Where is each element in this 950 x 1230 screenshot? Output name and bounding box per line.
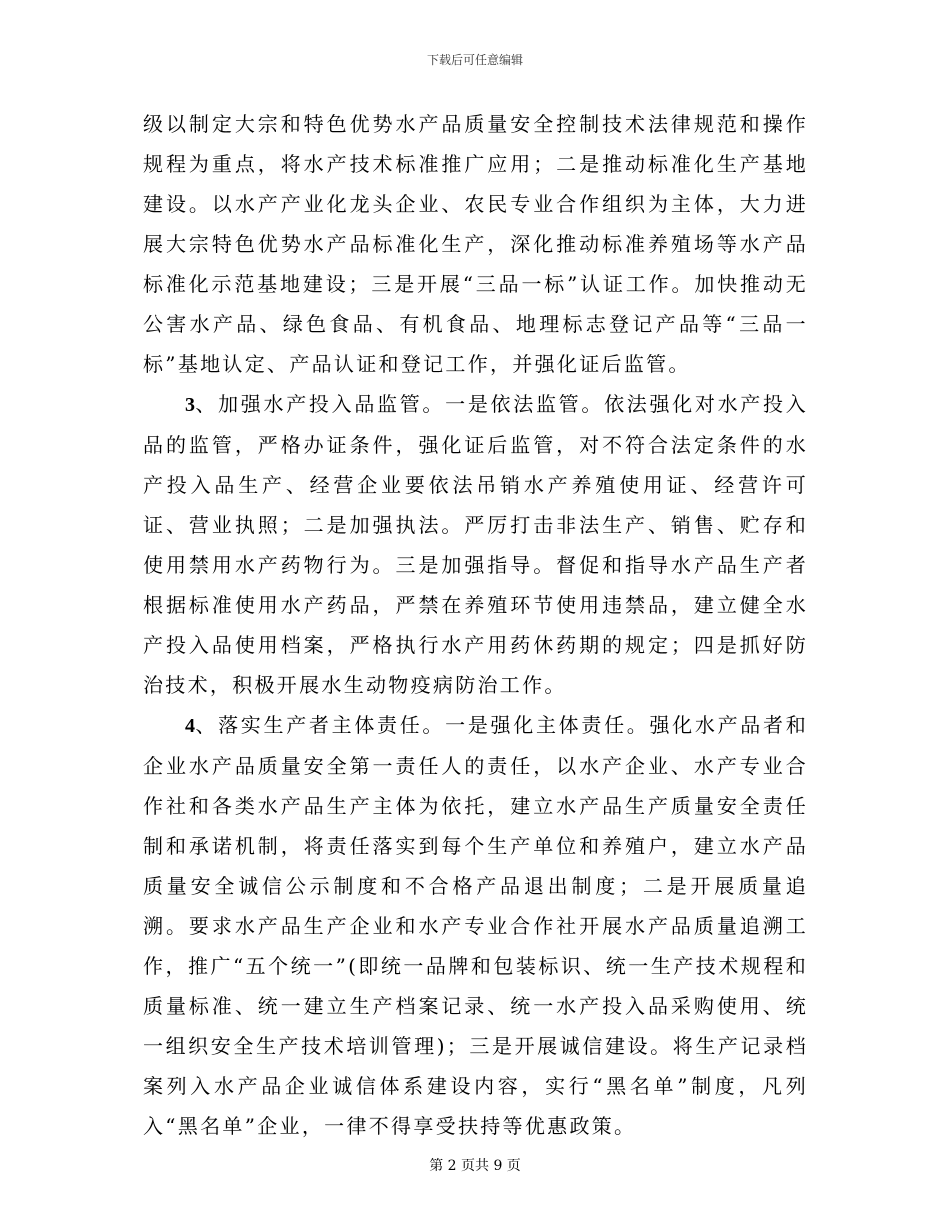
paragraph-section-4 bbox=[143, 705, 808, 1146]
page-header: 下载后可任意编辑 bbox=[426, 53, 523, 67]
paragraph-text: 、加强水产投入品监管。一是依法监管。依法强化对水产投入品的监管，严格办证条件，强化证后监管，对不符合法定条件的水产投入品生产、经营企业要依法吊销水产养殖使用证、经营许可证、营业执照；二是加强执法。严厉打击非法生产、销售、贮存和使用禁用水产药物行为。三是加强指导。督促和指导水产品生产者根据标准使用水产药品，严禁在养殖环节使用违禁品，建立健全水产投入品使用档案，严格执行水产用药休药期的规定；四是抓好防治技术，积极开展水生动物疫病防治工作。 bbox=[143, 392, 808, 697]
section-number: 3 bbox=[185, 394, 195, 416]
paragraph-section-3 bbox=[143, 384, 808, 705]
section-number: 4 bbox=[185, 715, 195, 737]
document-body bbox=[143, 104, 808, 1146]
paragraph-text: 级以制定大宗和特色优势水产品质量安全控制技术法律规范和操作规程为重点，将水产技术标准推广应用；二是推动标准化生产基地建设。以水产产业化龙头企业、农民专业合作组织为主体，大力进展大宗特色优势水产品标准化生产，深化推动标准养殖场等水产品标准化示范基地建设；三是开展“三品一标”认证工作。加快推动无公害水产品、绿色食品、有机食品、地理标志登记产品等“三品一标”基地认定、产品认证和登记工作，并强化证后监管。 bbox=[143, 112, 808, 376]
page-footer: 第 2 页共 9 页 bbox=[429, 1158, 521, 1174]
paragraph-text: 、落实生产者主体责任。一是强化主体责任。强化水产品者和企业水产品质量安全第一责任人的责任，以水产企业、水产专业合作社和各类水产品生产主体为依托，建立水产品生产质量安全责任制和承诺机制，将责任落实到每个生产单位和养殖户，建立水产品质量安全诚信公示制度和不合格产品退出制度；二是开展质量追溯。要求水产品生产企业和水产专业合作社开展水产品质量追溯工作，推广“五个统一”(即统一品牌和包装标识、统一生产技术规程和质量标准、统一建立生产档案记录、统一水产投入品采购使用、统一组织安全生产技术培训管理)；三是开展诚信建设。将生产记录档案列入水产品企业诚信体系建设内容，实行“黑名单”制度，凡列入“黑名单”企业，一律不得享受扶持等优惠政策。 bbox=[143, 713, 808, 1138]
paragraph-continuation bbox=[143, 104, 808, 384]
